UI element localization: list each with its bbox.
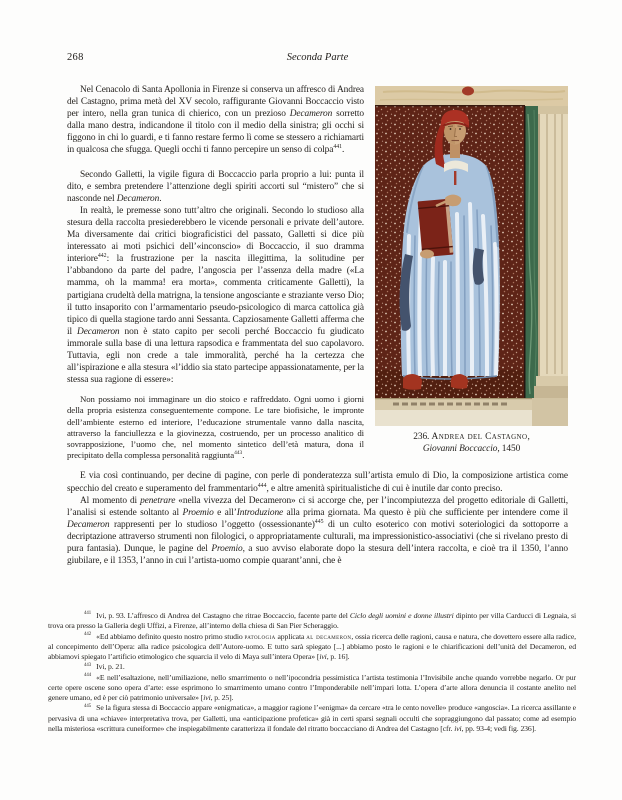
footnote-445 [48,703,576,734]
body-paragraph-3: In realtà, le premesse sono tutt’altro che originali. Secondo lo studioso alla stesura della raccolta presiederebbero le vicende personali e private dell’autore. Ma diversamente dai critici biograficistici del passato, Galletti si dice più interessato ai moti psichici dell’«inconscio» di Boccaccio, il suo dramma interiore$^{442}$: la frustrazione per la nascita illegittima, la solitudine per l’abbandono da parte del padre, l’angoscia per l’assenza della madre («La mamma, oh la mamma! era morta», commenta criticamente Galletti), la partigiana crudeltà della matrigna, la tensione angosciante e straziante verso Dio; il tutto insaporito con l’armamentario pseudo-psicologico di marca cattolica già tipico di quella stagione tardo anni Sessanta. Capziosamente Galletti afferma che il Decameron non è stato capito per secoli perché Boccaccio fu giudicato immorale sulla base di una lettura rapsodica e frammentata del suo capolavoro. Tuttavia, egli non crede a tale immoralità, perché ha la certezza che all’ispirazione e alla stesura «l’iddio sia stato partecipe appassionatamente, per la stessa sua ragione di essere»: [67,205,364,386]
footnote-number: 443 [84,662,92,668]
footnote-number: 445 [84,703,92,709]
footnote-text: Ivi, p. 21. [96,662,125,672]
button-placket [454,171,456,185]
running-head: Seconda Parte [286,52,349,63]
fresco-image [375,86,568,426]
footnote-number: 444 [84,672,92,678]
footnote-text: Se la figura stessa di Boccaccio appare «enigmatica», a maggior ragione l’«enigma» da cercare «tra le cento novelle» produce «angoscia». La ricerca assillante e pervasiva di una «chiave» interpretativa trova, per Galletti, una «anticipazione profetica» già in certi sparsi segnali occulti che sopraggiungono dal passato; come ad esempio nella misteriosa «scrittura cuneiforme» che inspiegabilmente caratterizza il fondale del ritratto boccacciano di Andrea del Castagno [cfr. ivi, pp. 93-4; vedi fig. 236]. [48,703,576,733]
footnote-443 [48,662,576,672]
footnote-text: «Ed abbiamo definito questo nostro primo studio patologia applicata al decameron, ossia ricerca delle ragioni, causa e natura, che dovettero essere alla radice, al concepimento dell’Opera: alla radice psicologica dell’Autore-uomo. E tutto sarà spiegato [...] abbiamo posto le ragioni e le chiarificazioni dell’unità del Decameron, ed abbiamovi spiegato l’artificio etimologico che squarcia il velo di Maya sull’intera Opera» [ivi, p. 16]. [48,631,576,661]
block-quote: Non possiamo noi immaginare un dio stoico e raffreddato. Ogni uomo i giorni della propria esistenza conseguentemente compone. Le tare biofisiche, le impronte dell’ambiente esterno ed interiore, l’educazione strumentale vanno dalla nascita, attraverso la fanciullezza e la giovinezza, costruendo, per un processo analitico di sovrapposizione, l’uomo che, nel momento sintetico dell’età matura, dona il precipitato della complessa personalità raggiunta$^{443}$. [67,394,364,461]
footnote-444 [48,673,576,704]
right-eye [459,128,461,130]
body-paragraph-5: Al momento di penetrare «nella vivezza del Decameron» ci si accorge che, per l’incompiutezza del progetto editoriale di Galletti, l’analisi si estende soltanto al Proemio e all’Introduzione alla prima giornata. Ma questo è più che sufficiente per intendere come il Decameron rappresenti per lo studioso l’oggetto (ossessionante)$^{445}$ di un culto esoterico con motivi soteriologici da sottoporre a decriptazione attraverso strumenti non filologici, o appropriatamente culturali, ma impressionistico-associativi (che si rivelano presto di pura fantasia). Dunque, le pagine del Proemio, a suo avviso elaborate dopo la stesura dell’intera raccolta, e cioè tra il 1350, l’anno giubilare, e il 1353, l’anno in cui l’artista-uomo compie quarant’anni, che è [67,495,568,567]
figure-boccaccio-fresco [375,86,568,455]
holding-hand [420,250,434,259]
ledge-edge [375,398,538,399]
left-brow [448,126,453,127]
footnote-442 [48,632,576,663]
footnote-text: «E nell’esaltazione, nell’umiliazione, nello smarrimento o nell’ipocondria pessimistica l’artista testimonia l’Invisibile anche quando vorrebbe negarlo. Or pur certe opere oscene sono opera d’arte: esse esprimono lo smarrimento umano contro l’Imponderabile nell’impari lotta. L’opera d’arte allora denuncia il costante anelito nel genere umano, ed è per ciò patrimonio universale» [ivi, p. 25]. [48,672,576,702]
text-block [67,84,568,567]
niche-shadow-line [524,104,526,398]
footnote-number: 441 [84,611,92,617]
left-shoe [403,374,422,390]
figure-caption-line1: 236. Andrea del Castagno, [413,432,530,442]
left-eye [450,128,452,130]
decameron-book [418,199,454,257]
sleeve-drape-right [473,248,484,285]
page-number: 268 [67,52,84,63]
footnotes-section [48,611,576,734]
niche-top-line [375,105,525,106]
pilaster-base-3 [532,398,568,426]
figure-caption [375,432,568,455]
footnote-text: Ivi, p. 93. L’affresco di Andrea del Castagno che ritrae Boccaccio, facente parte del Ciclo degli uomini e donne illustri dipinto per villa Carducci di Legnaia, si trova ora presso la Galleria degli Uffizi, a Firenze, all’interno della chiesa di San Pier Scheraggio. [48,611,577,631]
body-paragraph-2: Secondo Galletti, la vigile figura di Boccaccio parla proprio a lui: punta il dito, e sembra pretendere l’attenzione degli spiriti accorti sul “mistero” che si nasconde nel Decameron. [67,169,364,204]
body-paragraph-1: Nel Cenacolo di Santa Apollonia in Firenze si conserva un affresco di Andrea del Castagno, prima metà del XV secolo, raffigurante Giovanni Boccaccio visto per intero, nella gran tunica di chierico, con un prezioso Decameron sorretto dalla mano destra, indicandone il titolo con il medio della sinistra; gli occhi si figgono in chi lo guardi, e ti fanno restare fermo lì come se stessero a richiamarti in qualcosa che sfugga. Quegli occhi ti fanno percepire un senso di colpa$^{441}$. [67,85,364,156]
fresco-top-frame [375,86,568,106]
right-shoe [451,374,468,389]
inscription-ledge [375,398,538,426]
red-mark [462,87,474,96]
green-marble-strip [524,104,538,398]
footnote-441 [48,611,576,632]
pilaster-capital [538,106,568,114]
figure-caption-line2: Giovanni Boccaccio, 1450 [422,443,521,454]
right-brow [458,126,463,127]
footnote-number: 442 [84,631,92,637]
pilaster-base-1 [536,376,568,386]
pilaster-base-2 [534,386,568,398]
ledge-step [375,410,538,426]
body-paragraph-4: E via così continuando, per decine di pagine, con perle di ponderatezza sull’artista emulo di Dio, la composizione artistica come specchio del creato e superamento del frammentario$^{444}$, e altre amenità spiritualistiche di cui è inutile dar conto preciso. [67,471,568,494]
